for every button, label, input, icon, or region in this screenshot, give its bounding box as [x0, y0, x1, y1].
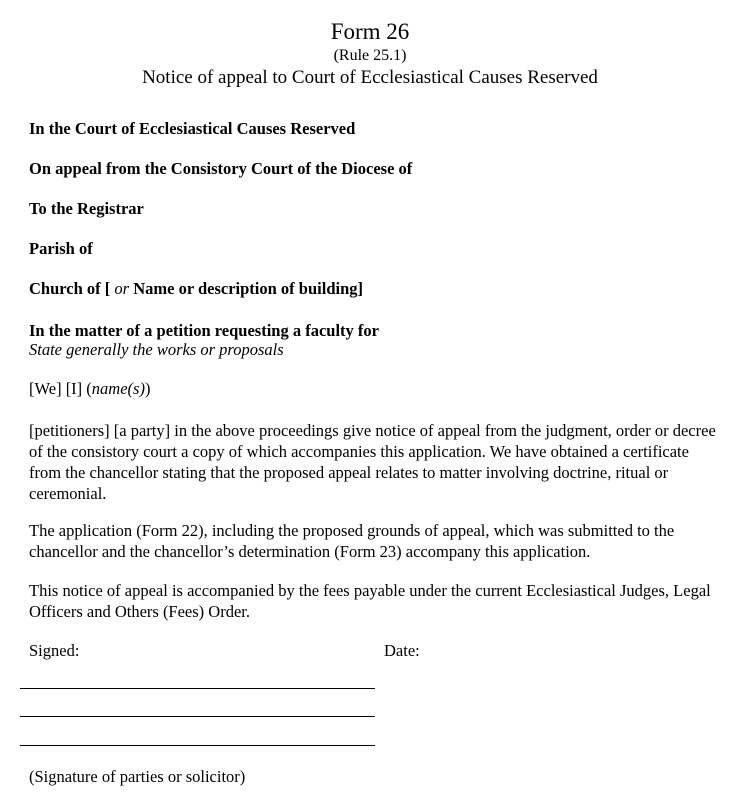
application-paragraph: The application (Form 22), including the proposed grounds of appeal, which was submitted to the chancellor and the chancellor’s determination (Form 23) accompany this application. — [29, 521, 675, 561]
church-heading — [29, 278, 363, 299]
parish-heading: Parish of — [29, 239, 93, 258]
appeal-from-heading: On appeal from the Consistory Court of the Diocese of — [29, 159, 413, 178]
form-header — [0, 18, 740, 90]
church-suffix: Name or description of building] — [129, 279, 364, 298]
court-heading: In the Court of Ecclesiastical Causes Reserved — [29, 119, 356, 138]
fees-paragraph: This notice of appeal is accompanied by the fees payable under the current Ecclesiastical Judges, Legal Officers and Others (Fees) Order. — [29, 581, 711, 621]
notice-title: Notice of appeal to Court of Ecclesiastical Causes Reserved — [142, 67, 598, 88]
applicants-suffix: ) — [144, 379, 151, 398]
church-prefix: Church of [ — [29, 279, 115, 298]
applicants-names-hint: name(s) — [91, 379, 145, 398]
date-label: Date: — [384, 641, 420, 660]
signature-line-2 — [20, 716, 375, 717]
signature-line-3 — [20, 745, 375, 746]
to-registrar-heading: To the Registrar — [29, 199, 144, 218]
matter-heading: In the matter of a petition requesting a faculty for — [29, 321, 379, 340]
applicants-line — [29, 378, 150, 399]
signature-caption: (Signature of parties or solicitor) — [29, 767, 246, 786]
form-title: Form 26 — [330, 19, 410, 44]
rule-reference: (Rule 25.1) — [333, 47, 407, 64]
applicants-prefix: [We] [I] ( — [29, 379, 92, 398]
signature-line-1 — [20, 688, 375, 689]
matter-hint: State generally the works or proposals — [29, 340, 284, 359]
appeal-paragraph: [petitioners] [a party] in the above proceedings give notice of appeal from the judgment, order or decree of the consistory court a copy of which accompanies this application. We have obtained a certificate from the chancellor stating that the proposed appeal relates to matter involving doctrine, ritual or ceremonial. — [29, 421, 716, 503]
signed-label: Signed: — [29, 641, 80, 660]
church-or: or — [114, 279, 130, 298]
